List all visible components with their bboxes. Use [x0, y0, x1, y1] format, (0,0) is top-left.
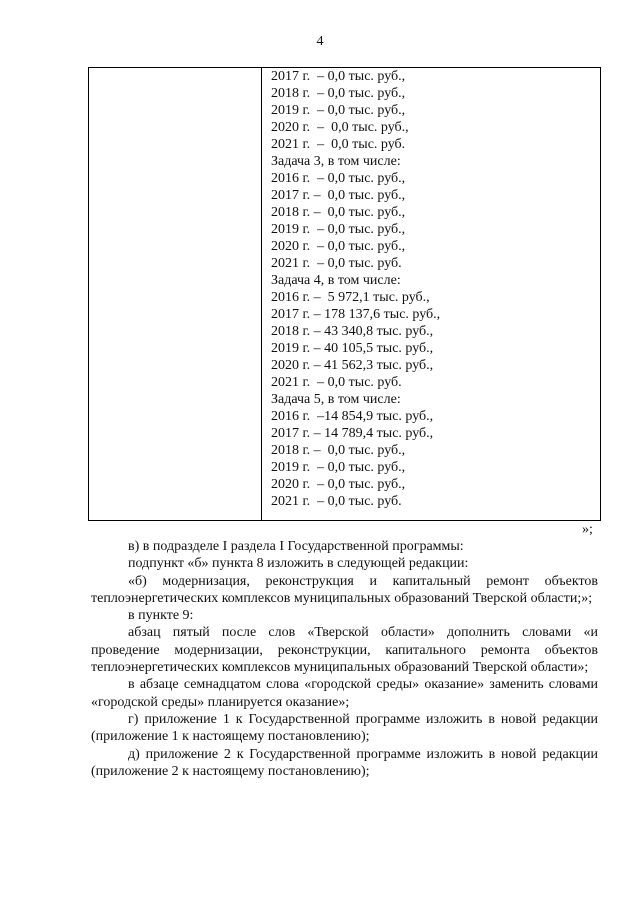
funding-line: 2019 г. – 0,0 тыс. руб.,: [271, 460, 406, 475]
table-left-cell: [89, 68, 262, 521]
funding-line: 2021 г. – 0,0 тыс. руб.: [271, 375, 402, 390]
paragraph: в пункте 9:: [128, 608, 194, 624]
closing-quote: »;: [582, 522, 593, 537]
funding-line: 2018 г. – 0,0 тыс. руб.,: [271, 443, 406, 458]
funding-line: 2021 г. – 0,0 тыс. руб.: [271, 137, 406, 152]
funding-line: 2020 г. – 0,0 тыс. руб.,: [271, 120, 409, 135]
funding-line: 2019 г. – 0,0 тыс. руб.,: [271, 222, 406, 237]
funding-line: 2017 г. – 0,0 тыс. руб.,: [271, 188, 406, 203]
funding-line: 2020 г. – 0,0 тыс. руб.,: [271, 477, 406, 492]
paragraph: подпункт «б» пункта 8 изложить в следующей редакции:: [128, 556, 469, 572]
funding-line: 2017 г. – 14 789,4 тыс. руб.,: [271, 426, 434, 441]
funding-line: 2018 г. – 0,0 тыс. руб.,: [271, 205, 406, 220]
funding-line: 2021 г. – 0,0 тыс. руб.: [271, 256, 402, 271]
funding-line: 2017 г. – 178 137,6 тыс. руб.,: [271, 307, 441, 322]
paragraph: д) приложение 2 к Государственной программе изложить в новой редакции (приложение 2 к настоящему постановлению);: [91, 746, 598, 779]
funding-line: 2021 г. – 0,0 тыс. руб.: [271, 494, 402, 509]
table-right-cell: [262, 68, 601, 521]
funding-line: 2020 г. – 41 562,3 тыс. руб.,: [271, 358, 434, 373]
paragraph: г) приложение 1 к Государственной программе изложить в новой редакции (приложение 1 к настоящему постановлению);: [91, 711, 598, 745]
task-heading: Задача 5, в том числе:: [271, 392, 401, 407]
funding-line: 2019 г. – 40 105,5 тыс. руб.,: [271, 341, 434, 356]
paragraph: в) в подразделе I раздела I Государственной программы:: [128, 539, 464, 554]
task-heading: Задача 3, в том числе:: [271, 154, 401, 169]
task-heading: Задача 4, в том числе:: [271, 273, 401, 288]
funding-line: 2018 г. – 0,0 тыс. руб.,: [271, 86, 406, 101]
paragraph: абзац пятый после слов «Тверской области» дополнить словами «и проведение модернизации, реконструкции, капитального ремонта объектов теплоэнергетических комплексов муниципальных образований Тверской области»;: [91, 625, 598, 676]
funding-line: 2020 г. – 0,0 тыс. руб.,: [271, 239, 406, 254]
funding-line: 2017 г. – 0,0 тыс. руб.,: [271, 69, 406, 84]
table-row: [89, 68, 601, 521]
paragraph: в абзаце семнадцатом слова «городской среды» оказание» заменить словами «городской среды» планируется оказание»;: [91, 677, 598, 710]
funding-line: 2016 г. – 0,0 тыс. руб.,: [271, 171, 406, 186]
funding-line: 2016 г. – 5 972,1 тыс. руб.,: [271, 290, 430, 305]
funding-table: [88, 67, 601, 521]
funding-line: 2016 г. –14 854,9 тыс. руб.,: [271, 409, 434, 424]
page-number: 4: [316, 34, 324, 49]
funding-line: 2018 г. – 43 340,8 тыс. руб.,: [271, 324, 434, 339]
body-text: [91, 538, 598, 780]
funding-line: 2019 г. – 0,0 тыс. руб.,: [271, 103, 406, 118]
paragraph: «б) модернизация, реконструкция и капитальный ремонт объектов теплоэнергетических комплексов муниципальных образований Тверской области;»;: [91, 573, 598, 606]
